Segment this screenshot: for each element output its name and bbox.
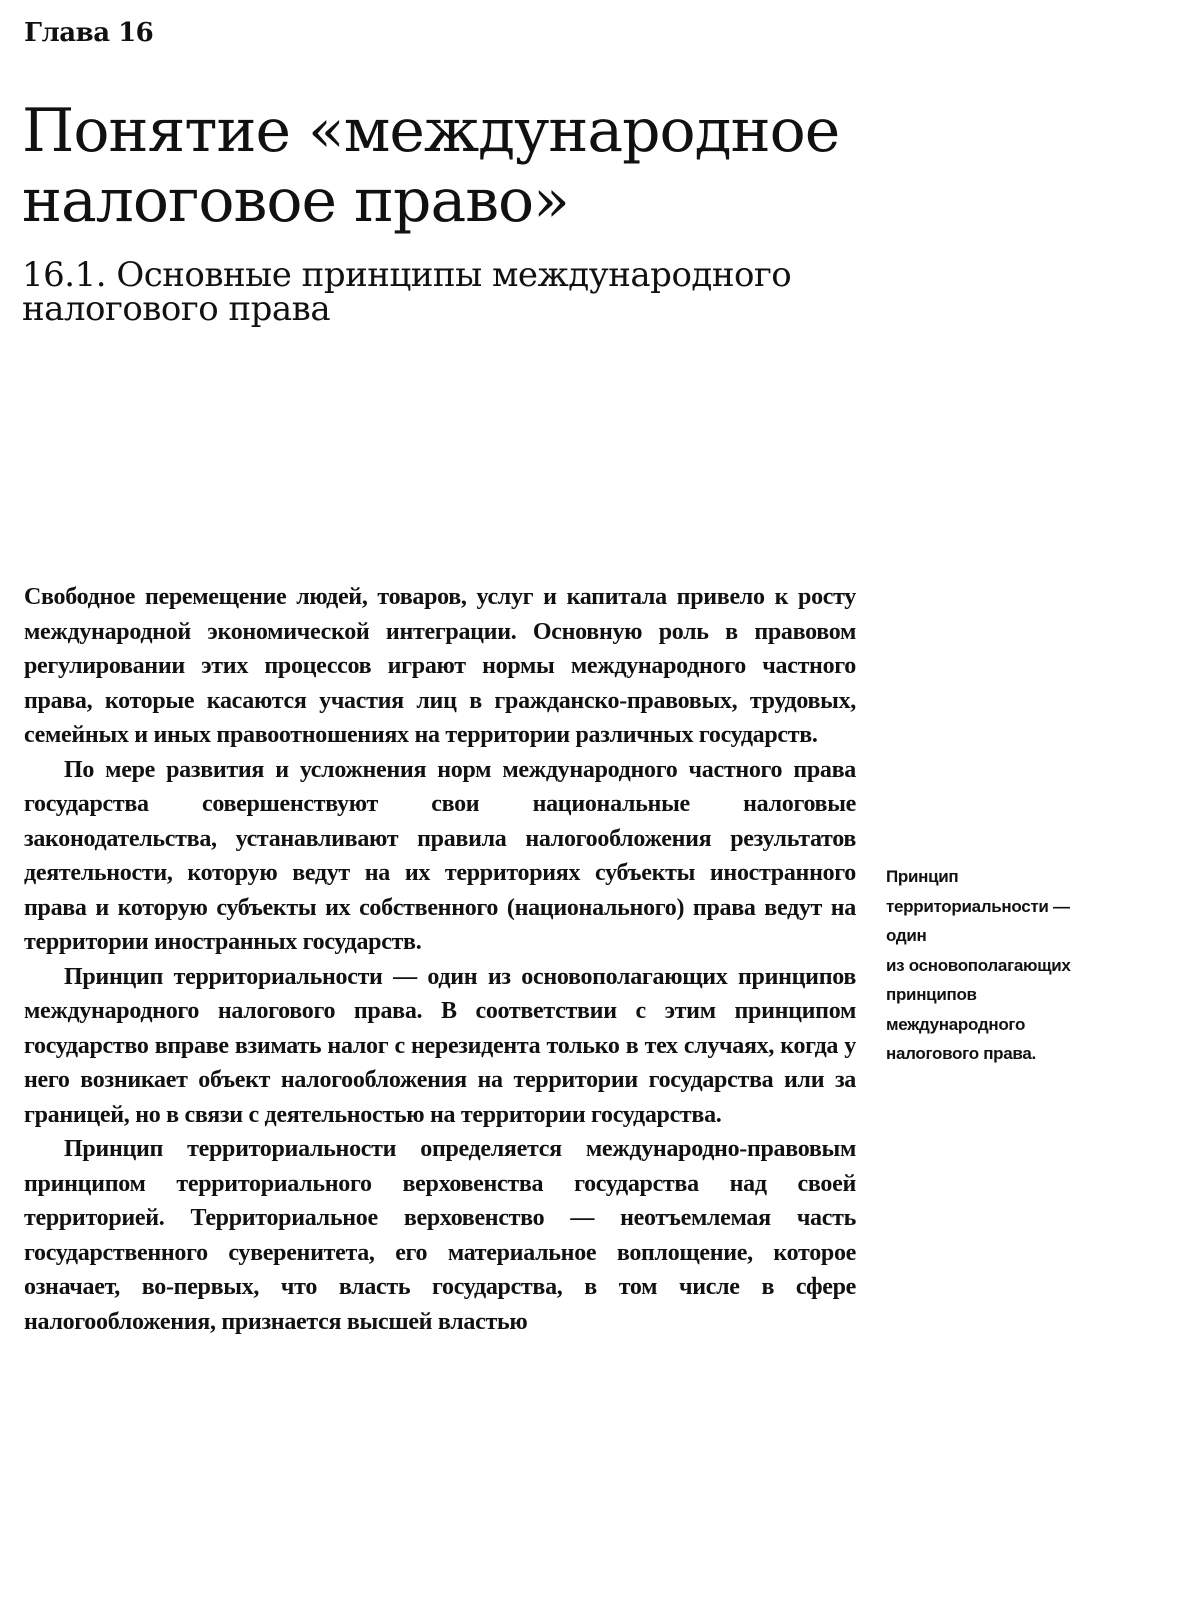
paragraph-4: Принцип территориальности определяется международно-правовым принципом территориального верховенства государства над своей территорией. Территориальное верховенство — неотъемлемая часть государственного суверенитета, его материальное воплощение, которое означает, во-первых, что власть государства, в том числе в сфере налогообложения, признается высшей властью: [24, 1136, 856, 1335]
margin-note-line: один: [886, 926, 927, 945]
chapter-title: Понятие «международное налоговое право»: [22, 96, 840, 236]
margin-note: [886, 862, 1126, 1069]
body-text: [24, 580, 856, 1339]
margin-note-line: из основополагающих: [886, 955, 1071, 975]
paragraph-1: Свободное перемещение людей, товаров, услуг и капитала привело к росту международной экономической интеграции. Основную роль в правовом регулировании этих процессов играют нормы международного частного права, которые касаются участия лиц в гражданско-правовых, трудовых, семейных и иных правоотношениях на территории различных государств.: [24, 584, 856, 748]
margin-note-line: принципов: [886, 985, 977, 1004]
chapter-label: Глава 16: [24, 18, 154, 48]
margin-note-line: международного: [886, 1014, 1026, 1034]
margin-note-line: налогового права.: [886, 1044, 1036, 1063]
defined-term: Принцип территориальности: [64, 963, 383, 990]
margin-note-line: Принцип: [886, 867, 959, 886]
paragraph-2: По мере развития и усложнения норм международного частного права государства совершенствуют свои национальные налоговые законодательства, устанавливают правила налогообложения результатов деятельности, которую ведут на их территориях субъекты иностранного права и которую субъекты их собственного (национального) права ведут на территории иностранных государств.: [24, 756, 856, 955]
section-title: 16.1. Основные принципы международного налогового права: [22, 255, 792, 329]
paragraph-3-text: — один из основополагающих принципов международного налогового права. В соответствии с этим принципом государство вправе взимать налог с нерезидента только в тех случаях, когда у него возникает объект налогообложения на территории государства или за границей, но в связи с деятельностью на территории государства.: [24, 963, 856, 1128]
margin-note-line: территориальности —: [886, 896, 1070, 916]
paragraph-3: [24, 960, 856, 1133]
